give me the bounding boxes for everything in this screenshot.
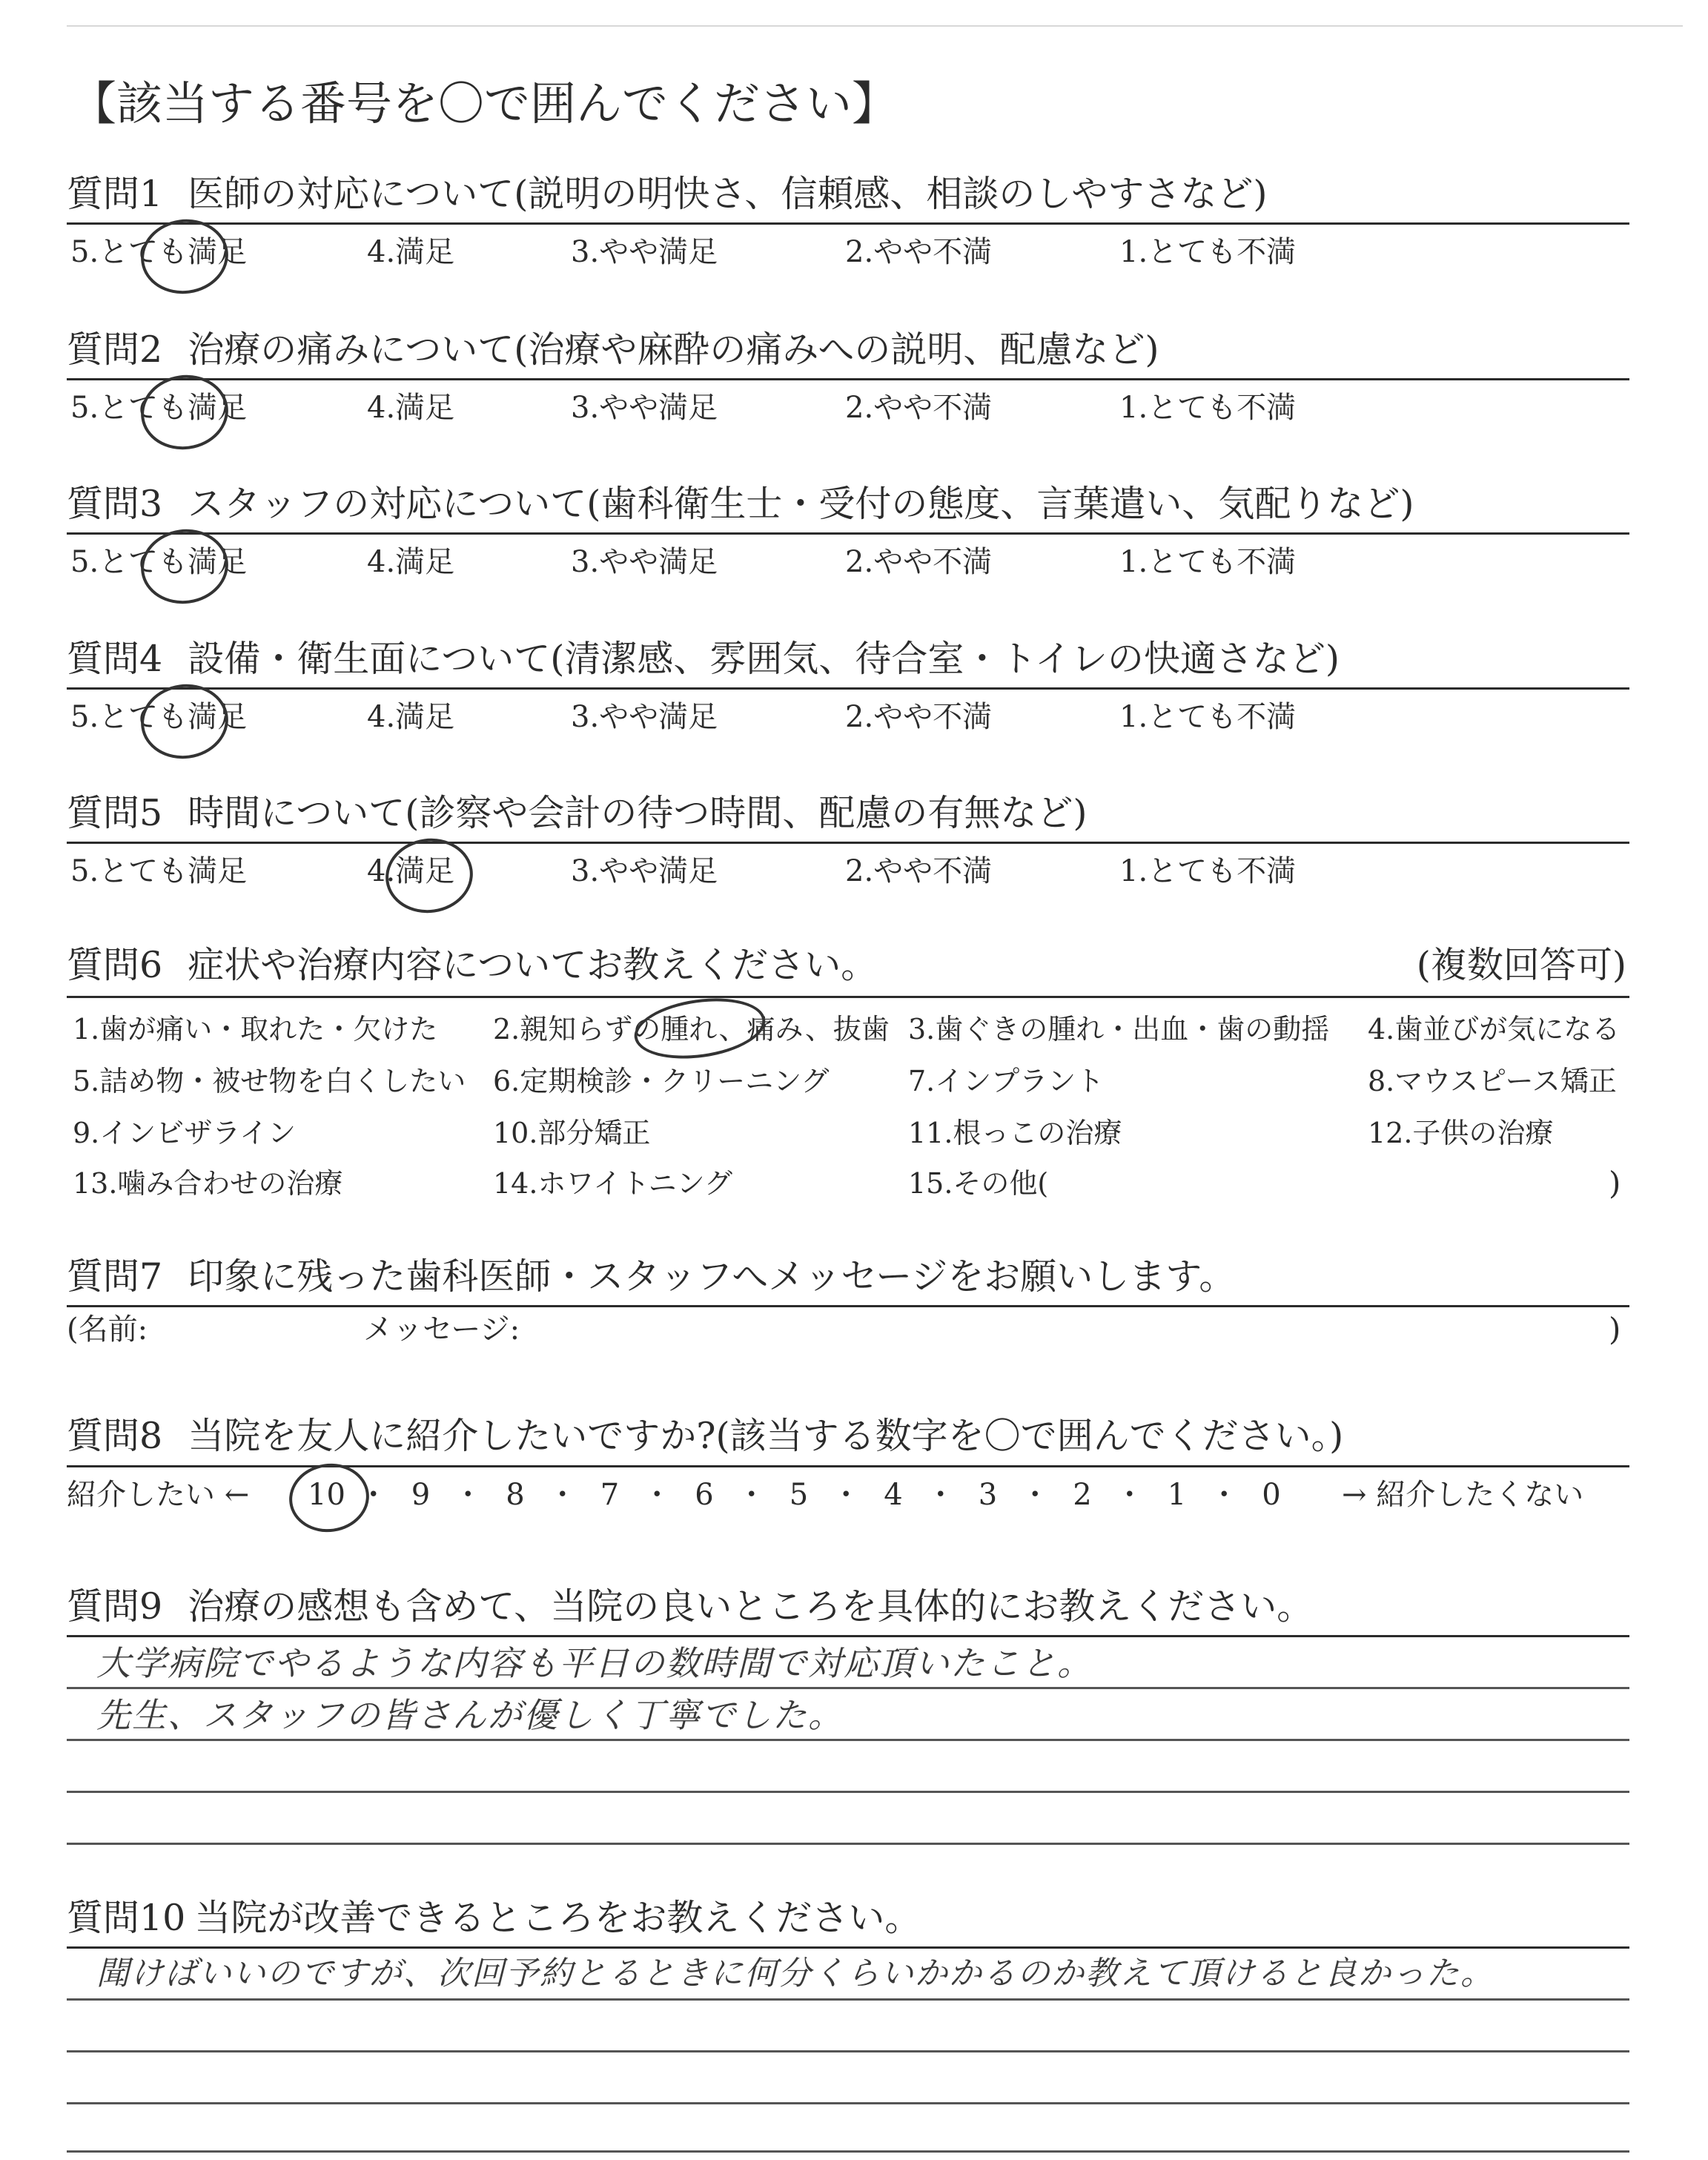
question-7-rule <box>67 1305 1629 1307</box>
question-number: 質問3 <box>67 483 163 525</box>
rating-option[interactable]: 1.とても不満 <box>1119 235 1297 269</box>
multiple-answer-note: (複数回答可) <box>1416 944 1626 986</box>
rating-option[interactable]: 1.とても不満 <box>1119 854 1297 888</box>
writing-line <box>67 2050 1629 2052</box>
scale-value[interactable]: 6 <box>695 1478 714 1512</box>
question-8-rule <box>67 1465 1629 1467</box>
scale-separator: ・ <box>1020 1478 1050 1512</box>
question-3-rule <box>67 532 1629 535</box>
writing-line <box>67 1791 1629 1793</box>
question-text: 治療の痛みについて(治療や麻酔の痛みへの説明、配慮など) <box>188 328 1159 371</box>
symptom-option[interactable]: 13.噛み合わせの治療 <box>73 1167 343 1200</box>
symptom-option[interactable]: 11.根っこの治療 <box>908 1117 1122 1149</box>
question-6-title <box>67 942 877 989</box>
rating-option[interactable]: 2.やや不満 <box>845 235 993 269</box>
question-2-title <box>67 326 1159 374</box>
scale-separator: ・ <box>1114 1478 1145 1512</box>
question-9-title <box>67 1583 1313 1631</box>
question-text: スタッフの対応について(歯科衛生士・受付の態度、言葉遣い、気配りなど) <box>188 483 1414 525</box>
rating-option[interactable]: 4.満足 <box>367 700 455 734</box>
question-1-rule <box>67 222 1629 225</box>
name-label: (名前: <box>67 1312 148 1347</box>
selection-circle <box>136 214 234 299</box>
scale-value[interactable]: 8 <box>506 1478 525 1512</box>
scale-separator: ・ <box>642 1478 672 1512</box>
question-text: 印象に残った歯科医師・スタッフへメッセージをお願いします。 <box>188 1255 1236 1298</box>
handwritten-answer-line: 大学病院でやるような内容も平日の数時間で対応頂いたこと。 <box>96 1643 1093 1683</box>
question-2-rule <box>67 378 1629 380</box>
question-10-title <box>67 1895 921 1942</box>
rating-option[interactable]: 5.とても満足 <box>70 854 248 888</box>
question-1-title <box>67 171 1267 218</box>
scale-separator: ・ <box>358 1478 388 1512</box>
scale-value[interactable]: 2 <box>1073 1478 1092 1512</box>
scale-value[interactable]: 0 <box>1262 1478 1281 1512</box>
selection-circle <box>381 833 478 918</box>
rating-option[interactable]: 4.満足 <box>367 235 455 269</box>
question-number: 質問7 <box>67 1255 163 1298</box>
rating-option[interactable]: 2.やや不満 <box>845 700 993 734</box>
scale-separator: ・ <box>453 1478 483 1512</box>
writing-line <box>67 1739 1629 1741</box>
rating-option[interactable]: 4.満足 <box>367 854 455 888</box>
question-number: 質問4 <box>67 638 163 680</box>
symptom-option[interactable]: 6.定期検診・クリーニング <box>493 1065 830 1097</box>
question-number: 質問5 <box>67 792 163 834</box>
question-text: 症状や治療内容についてお教えください。 <box>188 944 878 986</box>
writing-line <box>67 1998 1629 2001</box>
symptom-option[interactable]: 14.ホワイトニング <box>493 1167 733 1200</box>
symptom-option[interactable]: 1.歯が痛い・取れた・欠けた <box>73 1013 438 1046</box>
rating-option[interactable]: 1.とても不満 <box>1119 545 1297 579</box>
scale-value[interactable]: 7 <box>600 1478 620 1512</box>
other-close-paren: ) <box>1609 1165 1621 1201</box>
top-border-line <box>67 25 1683 27</box>
selection-circle <box>630 991 769 1066</box>
scale-separator: ・ <box>547 1478 577 1512</box>
question-text: 当院が改善できるところをお教えください。 <box>194 1897 921 1939</box>
message-close-paren: ) <box>1609 1311 1621 1347</box>
rating-option[interactable]: 4.満足 <box>367 391 455 425</box>
question-5-title <box>67 790 1087 837</box>
question-3-title <box>67 480 1414 528</box>
rating-option[interactable]: 3.やや満足 <box>571 235 718 269</box>
question-6-rule <box>67 996 1629 998</box>
rating-option[interactable]: 1.とても不満 <box>1119 700 1297 734</box>
scale-value[interactable]: 10 <box>308 1478 345 1512</box>
rating-option[interactable]: 4.満足 <box>367 545 455 579</box>
symptom-option[interactable]: 7.インプラント <box>908 1065 1105 1097</box>
rating-option[interactable]: 2.やや不満 <box>845 391 993 425</box>
scale-value[interactable]: 3 <box>978 1478 998 1512</box>
question-4-title <box>67 635 1340 683</box>
scale-value[interactable]: 9 <box>411 1478 431 1512</box>
rating-option[interactable]: 5.とても満足 <box>70 545 248 579</box>
rating-option[interactable]: 5.とても満足 <box>70 235 248 269</box>
selection-circle <box>285 1459 374 1537</box>
symptom-option[interactable]: 12.子供の治療 <box>1368 1117 1554 1149</box>
rating-option[interactable]: 3.やや満足 <box>571 545 718 579</box>
question-8-title <box>67 1413 1343 1460</box>
recommend-left-label: 紹介したい ← <box>67 1478 250 1512</box>
scale-value[interactable]: 4 <box>884 1478 903 1512</box>
message-label: メッセージ: <box>363 1312 520 1347</box>
rating-option[interactable]: 1.とても不満 <box>1119 391 1297 425</box>
scale-value[interactable]: 5 <box>789 1478 809 1512</box>
handwritten-answer-line: 先生、スタッフの皆さんが優しく丁寧でした。 <box>96 1695 844 1735</box>
writing-line <box>67 1687 1629 1689</box>
question-5-rule <box>67 842 1629 844</box>
scale-separator: ・ <box>925 1478 956 1512</box>
scale-value[interactable]: 1 <box>1167 1478 1187 1512</box>
question-number: 質問9 <box>67 1585 163 1628</box>
question-text: 当院を友人に紹介したいですか?(該当する数字を〇で囲んでください。) <box>188 1415 1344 1457</box>
rating-option[interactable]: 5.とても満足 <box>70 700 248 734</box>
writing-line <box>67 1843 1629 1845</box>
question-number: 質問1 <box>67 173 163 215</box>
question-7-title <box>67 1253 1235 1301</box>
question-text: 設備・衛生面について(清潔感、雰囲気、待合室・トイレの快適さなど) <box>188 638 1340 680</box>
scale-separator: ・ <box>1209 1478 1239 1512</box>
symptom-option[interactable]: 5.詰め物・被せ物を白くしたい <box>73 1065 466 1097</box>
selection-circle <box>136 369 234 455</box>
question-9-rule <box>67 1635 1629 1637</box>
writing-line <box>67 2150 1629 2153</box>
selection-circle <box>136 524 234 609</box>
question-number: 質問6 <box>67 944 163 986</box>
rating-option[interactable]: 3.やや満足 <box>571 700 718 734</box>
rating-option[interactable]: 2.やや不満 <box>845 545 993 579</box>
scale-separator: ・ <box>831 1478 861 1512</box>
rating-option[interactable]: 3.やや満足 <box>571 854 718 888</box>
rating-option[interactable]: 2.やや不満 <box>845 854 993 888</box>
symptom-option[interactable]: 15.その他( <box>908 1167 1049 1200</box>
question-number: 質問8 <box>67 1415 163 1457</box>
symptom-option[interactable]: 10.部分矯正 <box>493 1117 651 1149</box>
page-header: 【該当する番号を〇で囲んでください】 <box>70 76 898 131</box>
question-number: 質問2 <box>67 328 163 371</box>
symptom-option[interactable]: 4.歯並びが気になる <box>1368 1013 1621 1046</box>
selection-circle <box>136 678 234 764</box>
symptom-option[interactable]: 2.親知らずの腫れ、痛み、抜歯 <box>493 1013 890 1046</box>
question-text: 医師の対応について(説明の明快さ、信頼感、相談のしやすさなど) <box>188 173 1268 215</box>
symptom-option[interactable]: 8.マウスピース矯正 <box>1368 1065 1617 1097</box>
question-4-rule <box>67 687 1629 690</box>
symptom-option[interactable]: 9.インビザライン <box>73 1117 297 1149</box>
recommend-right-label: → 紹介したくない <box>1342 1478 1584 1512</box>
writing-line <box>67 2102 1629 2104</box>
question-10-rule <box>67 1946 1629 1949</box>
symptom-option[interactable]: 3.歯ぐきの腫れ・出血・歯の動揺 <box>908 1013 1330 1046</box>
rating-option[interactable]: 3.やや満足 <box>571 391 718 425</box>
rating-option[interactable]: 5.とても満足 <box>70 391 248 425</box>
question-text: 治療の感想も含めて、当院の良いところを具体的にお教えください。 <box>188 1585 1314 1628</box>
question-text: 時間について(診察や会計の待つ時間、配慮の有無など) <box>188 792 1088 834</box>
handwritten-answer-line: 聞けばいいのですが、次回予約とるときに何分くらいかかるのか教えて頂けると良かった。 <box>96 1955 1494 1992</box>
question-number: 質問10 <box>67 1897 186 1939</box>
scale-separator: ・ <box>736 1478 767 1512</box>
